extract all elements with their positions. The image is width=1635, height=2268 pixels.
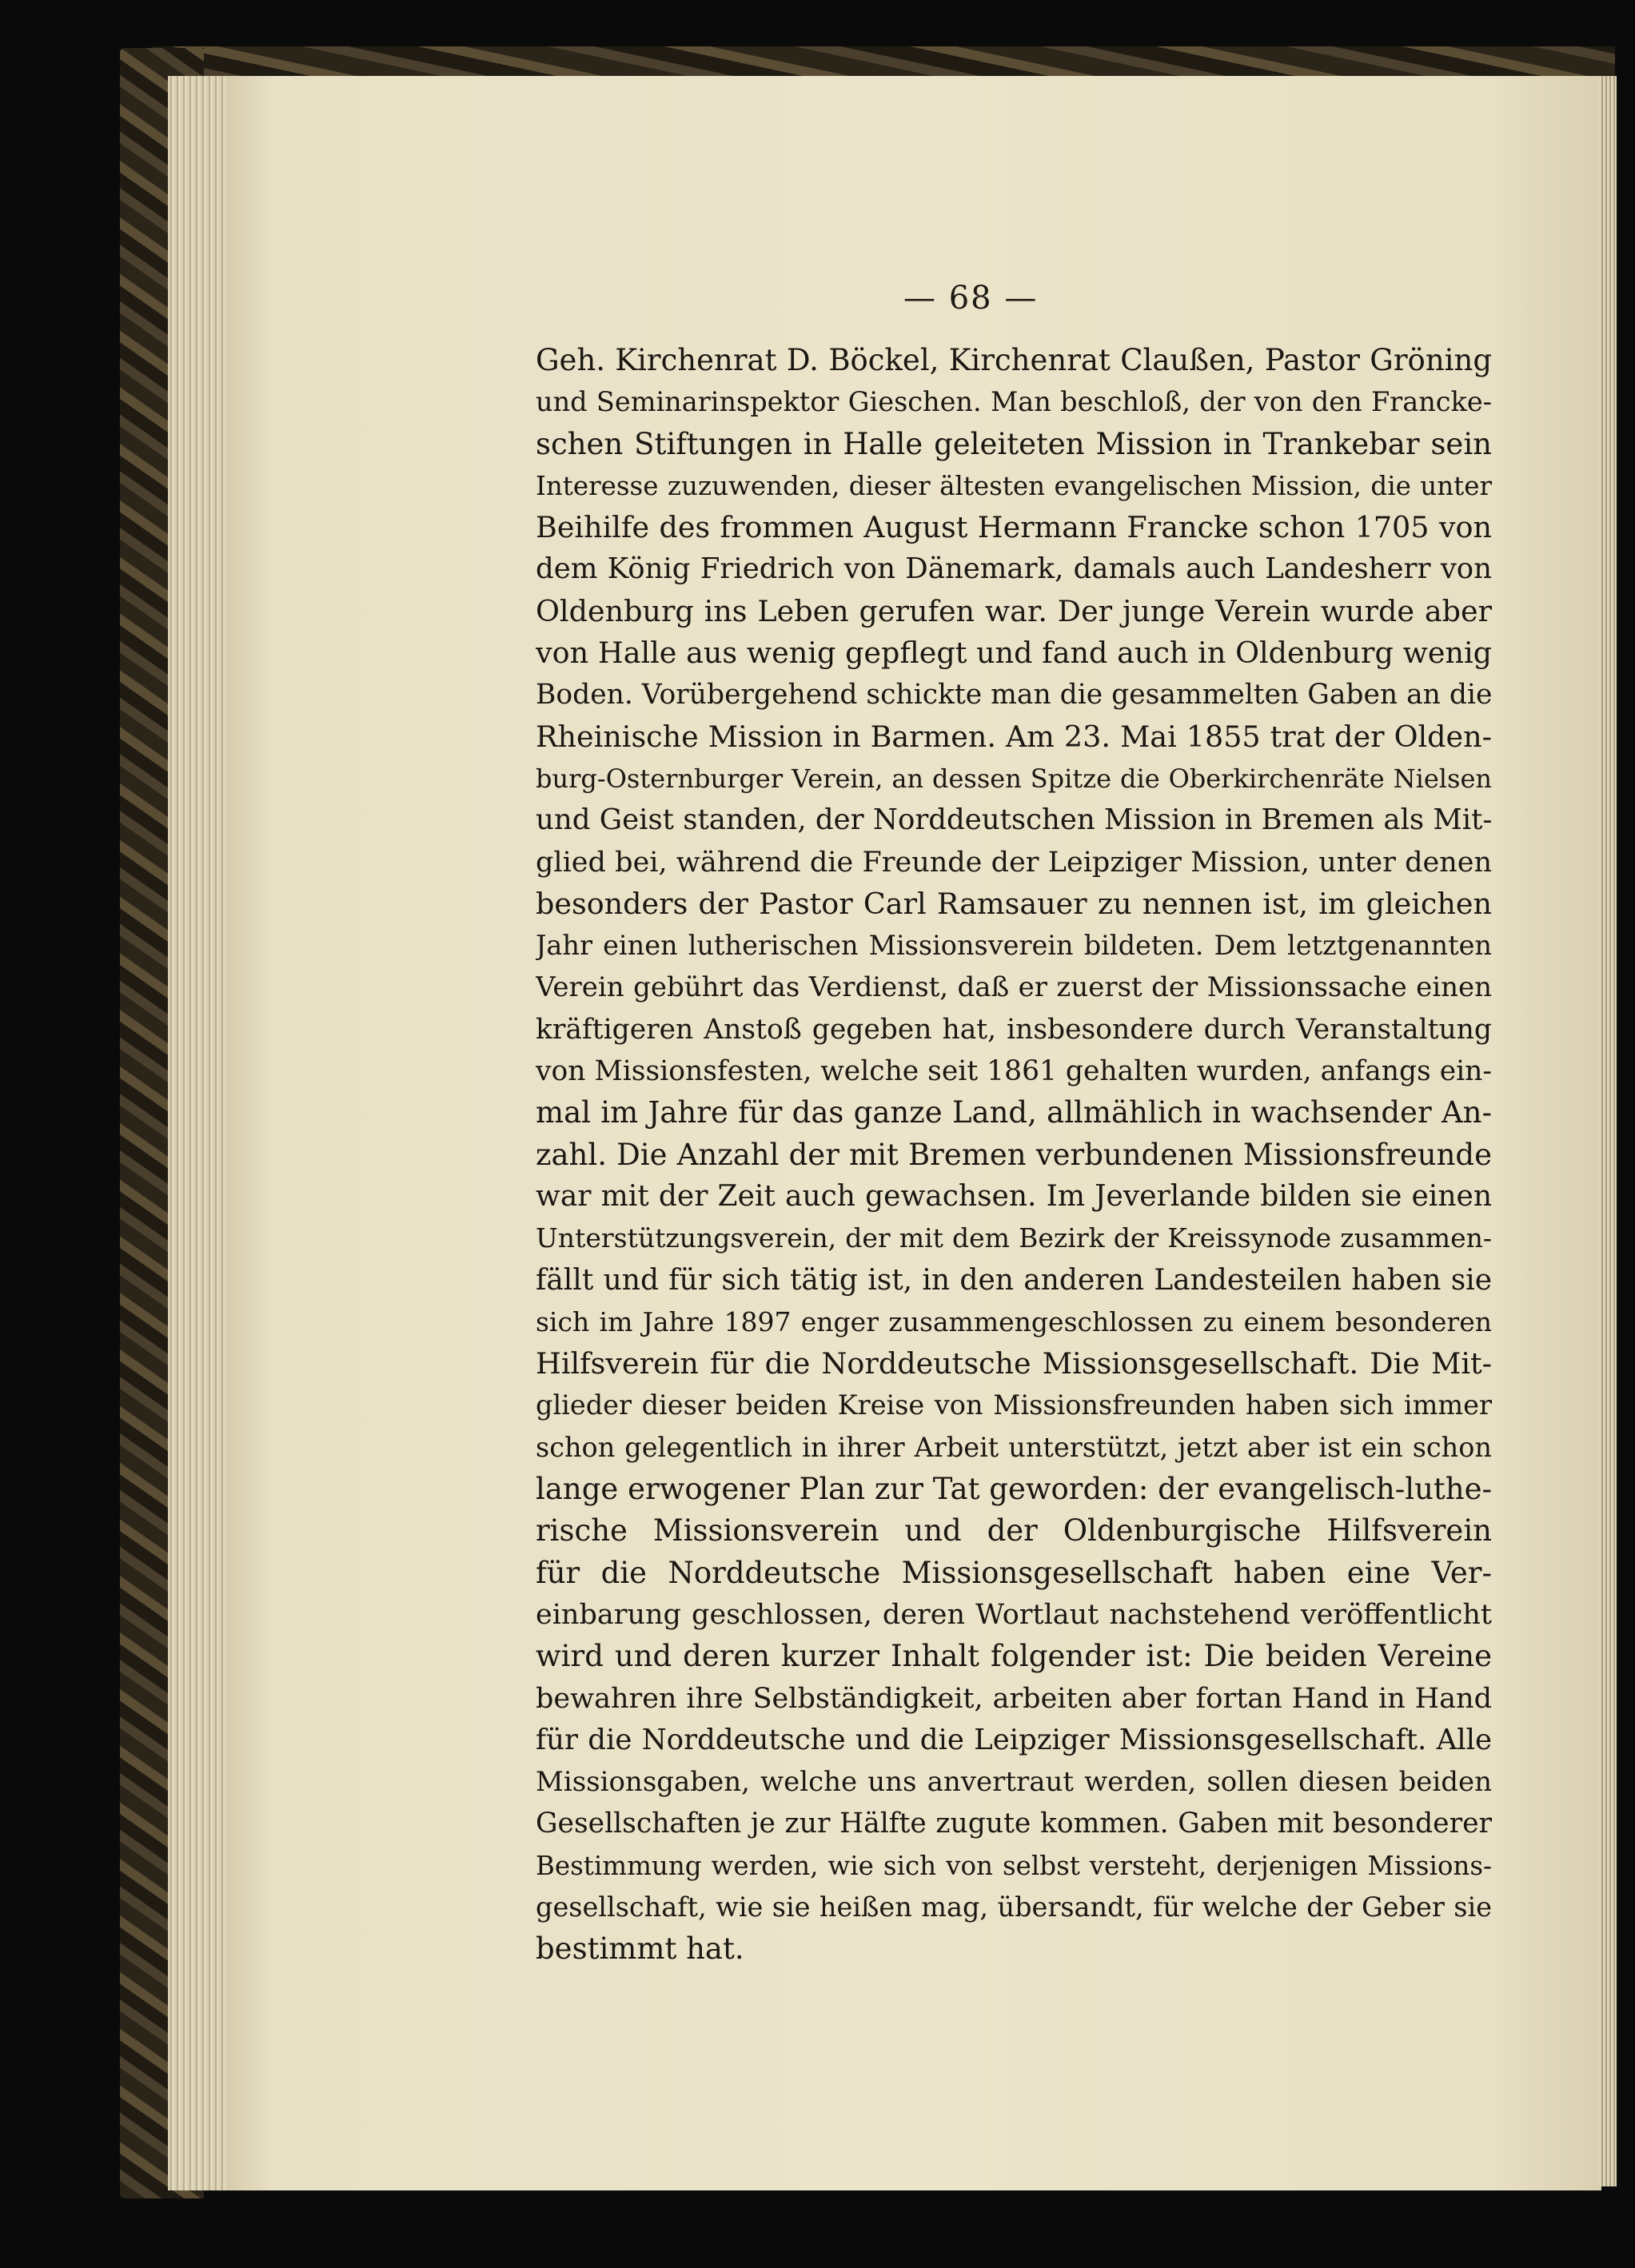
text-line: Oldenburg ins Leben gerufen war. Der junge Verein wurde aber [536,593,1492,628]
text-line: kräftigeren Anstoß gegeben hat, insbesondere durch Veranstaltung [536,1013,1492,1046]
text-line: glied bei, während die Freunde der Leipziger Mission, unter denen [536,846,1492,879]
text-line: Geh. Kirchenrat D. Böckel, Kirchenrat Claußen, Pastor Gröning [536,343,1492,377]
text-line: und Geist standen, der Norddeutschen Mission in Bremen als Mit- [536,803,1492,837]
text-line: schon gelegentlich in ihrer Arbeit unterstützt, jetzt aber ist ein schon [536,1431,1492,1463]
body-text [536,340,1492,1971]
text-line: Bestimmung werden, wie sich von selbst versteht, derjenigen Missions- [536,1850,1492,1881]
text-line: Interesse zuzuwenden, dieser ältesten evangelischen Mission, die unter [536,470,1492,501]
text-line: Hilfsverein für die Norddeutsche Missionsgesellschaft. Die Mit- [536,1346,1492,1381]
text-line: Unterstützungsverein, der mit dem Bezirk der Kreissynode zusammen- [536,1222,1492,1254]
text-line: war mit der Zeit auch gewachsen. Im Jeverlande bilden sie einen [536,1179,1492,1213]
text-line: lange erwogener Plan zur Tat geworden: der evangelisch-luthe- [536,1472,1492,1507]
text-line: Gesellschaften je zur Hälfte zugute kommen. Gaben mit besonderer [536,1808,1492,1840]
text-line: mal im Jahre für das ganze Land, allmählich in wachsender An- [536,1095,1492,1130]
stacked-page-edges-left [168,76,232,2190]
text-line: Boden. Vorübergehend schickte man die gesammelten Gaben an die [536,679,1492,711]
text-line: von Missionsfesten, welche seit 1861 gehalten wurden, anfangs ein- [536,1055,1492,1088]
text-line: sich im Jahre 1897 enger zusammengeschlossen zu einem besonderen [536,1305,1492,1337]
text-line: rische Missionsverein und der Oldenburgische Hilfsverein [536,1513,1492,1549]
text-line: für die Norddeutsche und die Leipziger Missionsgesellschaft. Alle [536,1723,1492,1756]
text-line: wird und deren kurzer Inhalt folgender ist: Die beiden Vereine [536,1639,1492,1674]
text-line: bestimmt hat. [536,1931,744,1967]
text-line: gesellschaft, wie sie heißen mag, übersandt, für welche der Geber sie [536,1891,1492,1923]
text-line: Rheinische Mission in Barmen. Am 23. Mai 1855 trat der Olden- [536,719,1492,754]
text-line: bewahren ihre Selbständigkeit, arbeiten aber fortan Hand in Hand [536,1682,1492,1715]
text-line: fällt und für sich tätig ist, in den anderen Landesteilen haben sie [536,1263,1492,1297]
text-line: schen Stiftungen in Halle geleiteten Mission in Trankebar sein [536,426,1492,461]
text-line: glieder dieser beiden Kreise von Missionsfreunden haben sich immer [536,1389,1492,1421]
text-line: besonders der Pastor Carl Ramsauer zu nennen ist, im gleichen [536,886,1492,921]
text-line: Jahr einen lutherischen Missionsverein bildeten. Dem letztgenannten [536,930,1492,962]
text-line: und Seminarinspektor Gieschen. Man beschloß, der von den Francke- [536,386,1492,418]
text-line: für die Norddeutsche Missionsgesellschaft haben eine Ver- [536,1555,1492,1590]
text-line: von Halle aus wenig gepflegt und fand auch in Oldenburg wenig [536,636,1492,671]
text-line: dem König Friedrich von Dänemark, damals auch Landesherr von [536,552,1492,586]
text-line: Verein gebührt das Verdienst, daß er zuerst der Missionssache einen [536,971,1492,1004]
stacked-page-edges-right [1599,76,1617,2186]
text-line: Beihilfe des frommen August Hermann Francke schon 1705 von [536,510,1492,545]
text-line: einbarung geschlossen, deren Wortlaut nachstehend veröffentlicht [536,1598,1492,1631]
text-line: zahl. Die Anzahl der mit Bremen verbundenen Missionsfreunde [536,1137,1492,1172]
text-line: Missionsgaben, welche uns anvertraut werden, sollen diesen beiden [536,1766,1492,1799]
page-number: — 68 — [903,280,1039,317]
text-line: burg-Osternburger Verein, an dessen Spitze die Oberkirchenräte Nielsen [536,763,1492,794]
